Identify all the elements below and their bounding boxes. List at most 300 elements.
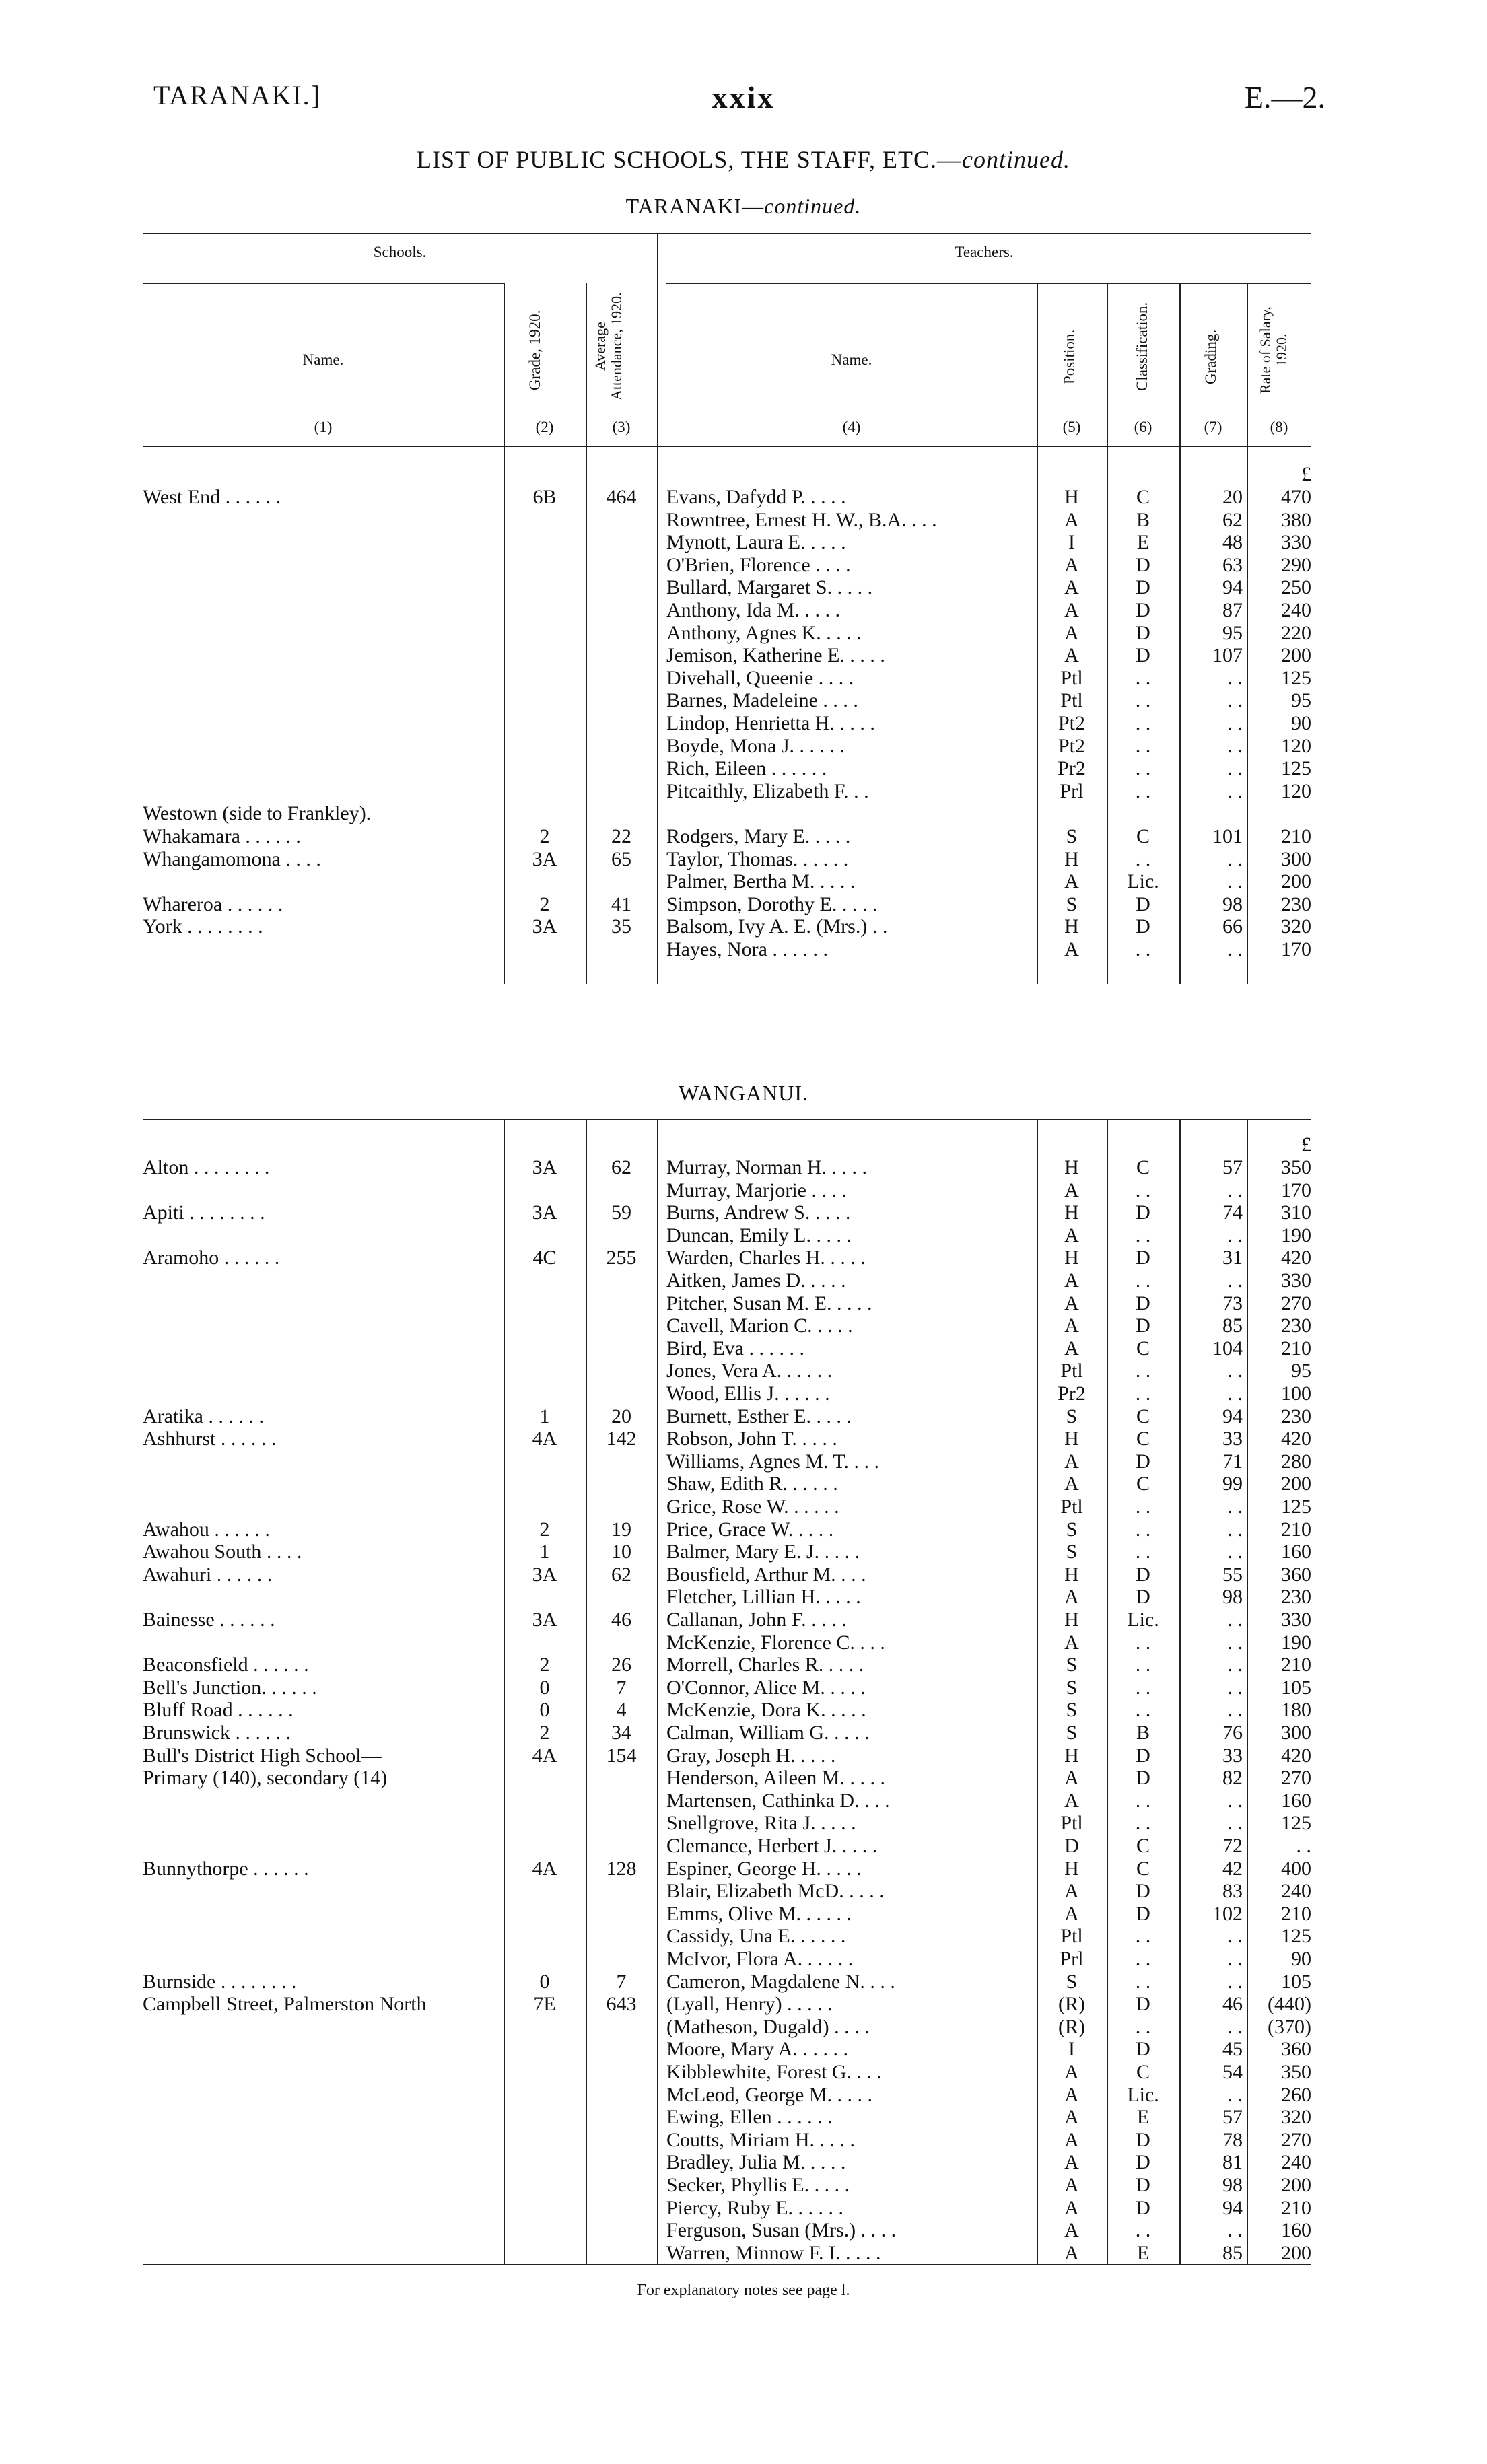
salary: 125	[1281, 1925, 1311, 1948]
attendance: 20	[611, 1405, 631, 1428]
rule	[666, 283, 1311, 284]
position: A	[1064, 1337, 1079, 1360]
classification: E	[1136, 531, 1150, 554]
table-row	[0, 1246, 1487, 1269]
salary: 200	[1281, 1473, 1311, 1495]
teacher-name: Calman, William G. . . . .	[666, 1722, 870, 1744]
salary: 250	[1281, 576, 1311, 599]
region-heading-wanganui: WANGANUI.	[679, 1081, 808, 1105]
teacher-name: Warden, Charles H. . . . .	[666, 1246, 866, 1269]
attendance: 41	[611, 892, 631, 915]
position: Prl	[1060, 1948, 1084, 1970]
classification: . .	[1135, 1654, 1151, 1677]
teacher-name: Pitcaithly, Elizabeth F. . .	[666, 779, 869, 802]
col-salary: Rate of Salary, 1920.	[1257, 306, 1290, 394]
salary: (440)	[1268, 1993, 1311, 2016]
grading: . .	[1227, 689, 1243, 712]
classification: C	[1136, 825, 1150, 847]
table-row	[0, 1631, 1487, 1654]
teacher-name: Divehall, Queenie . . . .	[666, 666, 854, 689]
classification: D	[1136, 1201, 1150, 1224]
grading: 94	[1222, 2196, 1243, 2219]
salary: 125	[1281, 1495, 1311, 1518]
salary: 160	[1281, 1541, 1311, 1563]
position: S	[1066, 1676, 1078, 1699]
table-row	[0, 1382, 1487, 1405]
position: A	[1064, 508, 1079, 531]
salary: 160	[1281, 2219, 1311, 2242]
salary: 230	[1281, 1405, 1311, 1428]
position: A	[1064, 1473, 1079, 1495]
school-name: Aramoho . . . . . .	[143, 1246, 280, 1269]
col-teacher-name: Name.	[831, 351, 872, 368]
table-row	[0, 1903, 1487, 1925]
salary: 470	[1281, 486, 1311, 508]
salary: 350	[1281, 2061, 1311, 2083]
grade: 3A	[532, 1156, 557, 1178]
table-row	[0, 1269, 1487, 1292]
salary: 270	[1281, 1292, 1311, 1314]
table-row	[0, 1948, 1487, 1970]
school-name: Beaconsfield . . . . . .	[143, 1654, 309, 1677]
salary: (370)	[1268, 2015, 1311, 2038]
table-row	[0, 1428, 1487, 1450]
table-row	[0, 2197, 1487, 2219]
teacher-name: Coutts, Miriam H. . . . .	[666, 2128, 856, 2151]
grading: 98	[1222, 2174, 1243, 2196]
grade: 2	[539, 1722, 550, 1744]
teacher-name: Rich, Eileen . . . . . .	[666, 757, 827, 780]
teacher-name: Ewing, Ellen . . . . . .	[666, 2106, 833, 2129]
classification: . .	[1135, 1970, 1151, 1993]
attendance: 19	[611, 1518, 631, 1541]
classification: D	[1136, 1767, 1150, 1790]
teacher-name: McIvor, Flora A. . . . . .	[666, 1948, 854, 1970]
attendance: 128	[606, 1857, 637, 1880]
grade: 4C	[532, 1246, 557, 1269]
school-name: West End . . . . . .	[143, 486, 281, 508]
position: A	[1064, 2174, 1079, 2196]
salary: 210	[1281, 825, 1311, 847]
teacher-name: Evans, Dafydd P. . . . .	[666, 486, 846, 508]
grade: 4A	[532, 1428, 557, 1450]
teacher-name: Simpson, Dorothy E. . . . .	[666, 892, 878, 915]
col-grade: Grade, 1920.	[526, 310, 543, 390]
table-row	[0, 1767, 1487, 1789]
position: H	[1064, 1857, 1079, 1880]
salary: 310	[1281, 1201, 1311, 1224]
table-row	[0, 1586, 1487, 1608]
teacher-name: Murray, Norman H. . . . .	[666, 1156, 867, 1178]
position: H	[1064, 1609, 1079, 1631]
classification: . .	[1135, 779, 1151, 802]
school-name: Whangamomona . . . .	[143, 847, 321, 870]
grading: 54	[1222, 2061, 1243, 2083]
attendance: 643	[606, 1993, 637, 2016]
attendance: 62	[611, 1156, 631, 1178]
teacher-name: (Matheson, Dugald) . . . .	[666, 2015, 870, 2038]
rule	[143, 283, 504, 284]
attendance: 65	[611, 847, 631, 870]
salary: 125	[1281, 666, 1311, 689]
classification: . .	[1135, 1676, 1151, 1699]
region-name: TARANAKI—	[625, 194, 765, 218]
salary: 120	[1281, 779, 1311, 802]
table-row	[0, 2016, 1487, 2038]
page-header-right: E.—2.	[1244, 80, 1325, 114]
school-name: Alton . . . . . . . .	[143, 1156, 270, 1178]
page-number: xxix	[712, 80, 775, 114]
salary: 210	[1281, 1518, 1311, 1541]
position: A	[1064, 576, 1079, 599]
position: A	[1064, 1767, 1079, 1790]
classification: B	[1136, 1722, 1150, 1744]
grade: 4A	[532, 1744, 557, 1767]
teacher-name: Barnes, Madeleine . . . .	[666, 689, 858, 712]
grading: 78	[1222, 2128, 1243, 2151]
classification: C	[1136, 1428, 1150, 1450]
grading: 66	[1222, 915, 1243, 938]
table-row	[0, 938, 1487, 960]
grading: . .	[1227, 870, 1243, 893]
table-row	[0, 1722, 1487, 1744]
salary: 210	[1281, 2196, 1311, 2219]
page-title	[0, 145, 1487, 174]
grading: . .	[1227, 779, 1243, 802]
position: Ptl	[1060, 689, 1083, 712]
attendance: 10	[611, 1541, 631, 1563]
grading: 104	[1212, 1337, 1243, 1360]
table-row	[0, 1993, 1487, 2015]
grading: . .	[1227, 2219, 1243, 2242]
position: Pt2	[1058, 734, 1086, 757]
salary: 220	[1281, 621, 1311, 644]
classification: C	[1136, 1405, 1150, 1428]
position: (R)	[1058, 2015, 1085, 2038]
classification: . .	[1135, 757, 1151, 780]
position: Ptl	[1060, 1812, 1083, 1835]
position: A	[1064, 1789, 1079, 1812]
table-row	[0, 531, 1487, 553]
position: A	[1064, 2196, 1079, 2219]
grading: . .	[1227, 1224, 1243, 1246]
table-row	[0, 1518, 1487, 1541]
teacher-name: Moore, Mary A. . . . . .	[666, 2038, 848, 2061]
col-attendance: Average Attendance, 1920.	[592, 292, 625, 401]
rule	[143, 233, 1311, 234]
table-row	[0, 1699, 1487, 1721]
grading: 98	[1222, 1586, 1243, 1609]
teacher-name: Secker, Phyllis E. . . . .	[666, 2174, 850, 2196]
teacher-name: Ferguson, Susan (Mrs.) . . . .	[666, 2219, 897, 2242]
position: H	[1064, 847, 1079, 870]
position: Pr2	[1058, 1382, 1086, 1405]
salary: 210	[1281, 1654, 1311, 1677]
table-row	[0, 1224, 1487, 1246]
salary: 240	[1281, 1880, 1311, 1903]
teacher-name: Warren, Minnow F. I. . . . .	[666, 2241, 881, 2264]
table-row	[0, 2242, 1487, 2264]
grade: 7E	[533, 1993, 556, 2016]
position: A	[1064, 2061, 1079, 2083]
grading: 42	[1222, 1857, 1243, 1880]
rule	[143, 446, 1311, 447]
salary: 270	[1281, 1767, 1311, 1790]
col-num-1: (1)	[314, 419, 333, 435]
table-row	[0, 780, 1487, 802]
salary: 350	[1281, 1156, 1311, 1178]
teacher-name: Piercy, Ruby E. . . . . .	[666, 2196, 844, 2219]
position: A	[1064, 2083, 1079, 2106]
teacher-name: Anthony, Ida M. . . . .	[666, 599, 841, 621]
position: H	[1064, 1563, 1079, 1586]
salary: 125	[1281, 757, 1311, 780]
teacher-name: Cameron, Magdalene N. . . .	[666, 1970, 895, 1993]
attendance: 7	[616, 1676, 627, 1699]
table-row	[0, 1292, 1487, 1314]
salary: 90	[1291, 712, 1311, 734]
school-name: Apiti . . . . . . . .	[143, 1201, 265, 1224]
grading: 63	[1222, 553, 1243, 576]
position: A	[1064, 2219, 1079, 2242]
salary: 270	[1281, 2128, 1311, 2151]
grade: 3A	[532, 915, 557, 938]
teacher-name: Mynott, Laura E. . . . .	[666, 531, 846, 554]
grade: 0	[539, 1699, 550, 1722]
teacher-name: Hayes, Nora . . . . . .	[666, 938, 828, 960]
table-row	[0, 1541, 1487, 1563]
school-name: Awahou South . . . .	[143, 1541, 302, 1563]
grading: . .	[1227, 1269, 1243, 1292]
title-italic: continued.	[962, 146, 1070, 173]
grading: 72	[1222, 1835, 1243, 1857]
schools-heading: Schools.	[373, 244, 427, 260]
classification: . .	[1135, 1812, 1151, 1835]
school-name: Bluff Road . . . . . .	[143, 1699, 293, 1722]
grading: 48	[1222, 531, 1243, 554]
grading: 62	[1222, 508, 1243, 531]
teacher-name: McKenzie, Dora K. . . . .	[666, 1699, 866, 1722]
grading: 94	[1222, 576, 1243, 599]
page-header-left: TARANAKI.]	[153, 80, 321, 110]
position: A	[1064, 644, 1079, 667]
table-row	[0, 802, 1487, 824]
teacher-name: Jones, Vera A. . . . . .	[666, 1360, 833, 1382]
salary: 200	[1281, 870, 1311, 893]
classification: D	[1136, 1902, 1150, 1925]
salary: 420	[1281, 1744, 1311, 1767]
position: Ptl	[1060, 1360, 1083, 1382]
teacher-name: Callanan, John F. . . . .	[666, 1609, 847, 1631]
salary: 380	[1281, 508, 1311, 531]
salary: 320	[1281, 915, 1311, 938]
grading: . .	[1227, 1495, 1243, 1518]
position: Pr2	[1058, 757, 1086, 780]
attendance: 59	[611, 1201, 631, 1224]
table-row	[0, 1835, 1487, 1857]
classification: . .	[1135, 1631, 1151, 1654]
grading: . .	[1227, 1699, 1243, 1722]
table-row	[0, 1360, 1487, 1382]
salary: 200	[1281, 2174, 1311, 2196]
table-row	[0, 1677, 1487, 1699]
table-row	[0, 2038, 1487, 2060]
salary: 100	[1281, 1382, 1311, 1405]
salary: 320	[1281, 2106, 1311, 2129]
table-row	[0, 1790, 1487, 1812]
school-name: Bunnythorpe . . . . . .	[143, 1857, 309, 1880]
table-row	[0, 825, 1487, 847]
teacher-name: Snellgrove, Rita J. . . . .	[666, 1812, 856, 1835]
salary: 90	[1291, 1948, 1311, 1970]
position: H	[1064, 1428, 1079, 1450]
position: A	[1064, 1902, 1079, 1925]
salary: 360	[1281, 2038, 1311, 2061]
grading: 99	[1222, 1473, 1243, 1495]
classification: . .	[1135, 1925, 1151, 1948]
grading: . .	[1227, 1518, 1243, 1541]
grade: 6B	[532, 486, 557, 508]
position: A	[1064, 2151, 1079, 2174]
table-row	[0, 1654, 1487, 1676]
grade: 2	[539, 1654, 550, 1677]
currency-symbol: £	[1301, 463, 1311, 485]
position: A	[1064, 2241, 1079, 2264]
teacher-name: Aitken, James D. . . . .	[666, 1269, 846, 1292]
grading: 45	[1222, 2038, 1243, 2061]
salary: 170	[1281, 938, 1311, 960]
attendance: 154	[606, 1744, 637, 1767]
grading: . .	[1227, 1178, 1243, 1201]
table-row	[0, 1563, 1487, 1586]
attendance: 34	[611, 1722, 631, 1744]
classification: C	[1136, 486, 1150, 508]
grading: 76	[1222, 1722, 1243, 1744]
salary: 400	[1281, 1857, 1311, 1880]
position: A	[1064, 621, 1079, 644]
classification: D	[1136, 1563, 1150, 1586]
salary: 230	[1281, 1586, 1311, 1609]
position: S	[1066, 1970, 1078, 1993]
col-num-8: (8)	[1270, 419, 1288, 435]
salary: 240	[1281, 2151, 1311, 2174]
grading: 81	[1222, 2151, 1243, 2174]
salary: 330	[1281, 1609, 1311, 1631]
attendance: 4	[616, 1699, 627, 1722]
grading: . .	[1227, 847, 1243, 870]
teacher-name: Jemison, Katherine E. . . . .	[666, 644, 885, 667]
table-row	[0, 735, 1487, 757]
position: Pt2	[1058, 712, 1086, 734]
grading: . .	[1227, 1789, 1243, 1812]
teacher-name: Palmer, Bertha M. . . . .	[666, 870, 856, 893]
school-name: Brunswick . . . . . .	[143, 1722, 291, 1744]
teacher-name: Shaw, Edith R. . . . . .	[666, 1473, 838, 1495]
salary: 240	[1281, 599, 1311, 621]
grading: 71	[1222, 1450, 1243, 1473]
classification: D	[1136, 1292, 1150, 1314]
attendance: 7	[616, 1970, 627, 1993]
salary: 360	[1281, 1563, 1311, 1586]
position: H	[1064, 1201, 1079, 1224]
salary: 200	[1281, 644, 1311, 667]
salary: 330	[1281, 531, 1311, 554]
salary: 420	[1281, 1246, 1311, 1269]
grade: 1	[539, 1405, 550, 1428]
grading: . .	[1227, 666, 1243, 689]
grade: 2	[539, 825, 550, 847]
position: I	[1068, 2038, 1075, 2061]
teacher-name: Espiner, George H. . . . .	[666, 1857, 862, 1880]
school-name: Bull's District High School—	[143, 1744, 382, 1767]
teacher-name: Anthony, Agnes K. . . . .	[666, 621, 862, 644]
col-num-4: (4)	[842, 419, 861, 435]
school-name: Whareroa . . . . . .	[143, 892, 283, 915]
attendance: 142	[606, 1428, 637, 1450]
grading: . .	[1227, 712, 1243, 734]
teacher-name: Clemance, Herbert J. . . . .	[666, 1835, 878, 1857]
grading: . .	[1227, 1360, 1243, 1382]
footnote: For explanatory notes see page l.	[637, 2282, 850, 2299]
grading: . .	[1227, 1654, 1243, 1677]
classification: D	[1136, 1246, 1150, 1269]
classification: C	[1136, 1857, 1150, 1880]
table-row	[0, 2061, 1487, 2083]
salary: 105	[1281, 1970, 1311, 1993]
position: A	[1064, 1292, 1079, 1314]
grading: . .	[1227, 1925, 1243, 1948]
salary: 230	[1281, 1314, 1311, 1337]
grade: 2	[539, 892, 550, 915]
classification: . .	[1135, 1948, 1151, 1970]
grading: . .	[1227, 1541, 1243, 1563]
school-name: Awahou . . . . . .	[143, 1518, 270, 1541]
position: A	[1064, 1178, 1079, 1201]
grading: . .	[1227, 757, 1243, 780]
grade: 3A	[532, 1201, 557, 1224]
salary: 170	[1281, 1178, 1311, 1201]
classification: B	[1136, 508, 1150, 531]
position: H	[1064, 1744, 1079, 1767]
classification: D	[1136, 1993, 1150, 2016]
school-name: York . . . . . . . .	[143, 915, 263, 938]
school-name: Primary (140), secondary (14)	[143, 1767, 388, 1790]
teacher-name: Kibblewhite, Forest G. . . .	[666, 2061, 882, 2083]
classification: . .	[1135, 847, 1151, 870]
classification: D	[1136, 2174, 1150, 2196]
position: A	[1064, 2106, 1079, 2129]
salary: 105	[1281, 1676, 1311, 1699]
table-row	[0, 1609, 1487, 1631]
table-row	[0, 1925, 1487, 1947]
classification: D	[1136, 1314, 1150, 1337]
grade: 3A	[532, 1563, 557, 1586]
table-row	[0, 1450, 1487, 1473]
teacher-name: Balmer, Mary E. J. . . . .	[666, 1541, 860, 1563]
col-position: Position.	[1061, 329, 1078, 384]
table-row	[0, 1201, 1487, 1224]
grading: 101	[1212, 825, 1243, 847]
table-row	[0, 1495, 1487, 1518]
teacher-name: McKenzie, Florence C. . . .	[666, 1631, 885, 1654]
grading: . .	[1227, 1812, 1243, 1835]
attendance: 62	[611, 1563, 631, 1586]
grading: . .	[1227, 734, 1243, 757]
position: A	[1064, 2128, 1079, 2151]
teacher-name: Bird, Eva . . . . . .	[666, 1337, 804, 1360]
attendance: 464	[606, 486, 637, 508]
teacher-name: Murray, Marjorie . . . .	[666, 1178, 847, 1201]
